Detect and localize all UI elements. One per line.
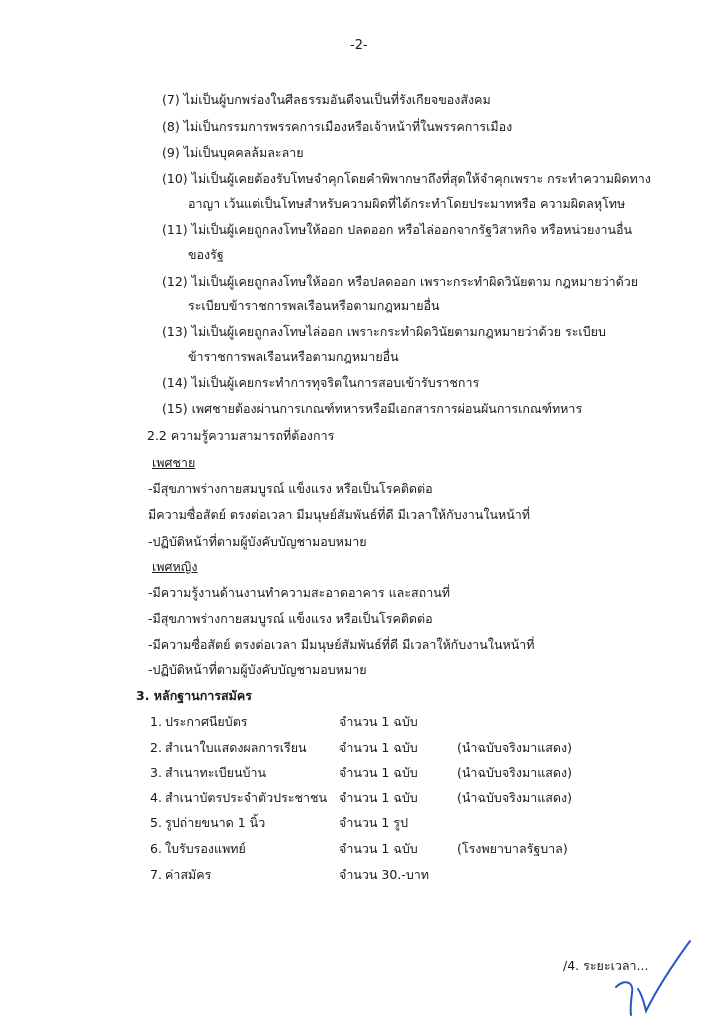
document-name: ใบรับรองแพทย์ [165,841,246,856]
document-amount: จำนวน 1 ฉบับ [339,740,418,755]
requirement-item: -ปฏิบัติหน้าที่ตามผู้บังคับบัญชามอบหมาย [148,662,367,677]
requirement-item: -มีความรู้งานด้านงานทำความสะอาดอาคาร และสถานที่ [148,585,451,600]
requirement-item: -มีความซื่อสัตย์ ตรงต่อเวลา มีมนุษย์สัมพันธ์ที่ดี มีเวลาให้กับงานในหน้าที่ [148,637,535,652]
document-name: สำเนาบัตรประจำตัวประชาชน [165,790,327,805]
document-note: (นำฉบับจริงมาแสดง) [457,790,573,805]
document-amount: จำนวน 1 ฉบับ [339,841,418,856]
document-number: 1. [150,714,162,729]
document-amount: จำนวน 1 ฉบับ [339,714,418,729]
qualification-item: (11) ไม่เป็นผู้เคยถูกลงโทษให้ออก ปลดออก หรือไล่ออกจากรัฐวิสาหกิจ หรือหน่วยงานอื่น [162,222,633,237]
qualification-item: (15) เพศชายต้องผ่านการเกณฑ์ทหารหรือมีเอกสารการผ่อนผันการเกณฑ์ทหาร [162,401,583,416]
section-heading-3: 3. หลักฐานการสมัคร [136,688,252,703]
document-number: 2. [150,740,162,755]
qualification-item: (8) ไม่เป็นกรรมการพรรคการเมืองหรือเจ้าหน้าที่ในพรรคการเมือง [162,119,513,134]
qualification-item: (12) ไม่เป็นผู้เคยถูกลงโทษให้ออก หรือปลดออก เพราะกระทำผิดวินัยตาม กฎหมายว่าด้วย [162,274,639,289]
requirement-item: -มีสุขภาพร่างกายสมบูรณ์ แข็งแรง หรือเป็นโรคติดต่อ [148,481,433,496]
requirement-item: มีความซื่อสัตย์ ตรงต่อเวลา มีมนุษย์สัมพันธ์ที่ดี มีเวลาให้กับงานในหน้าที่ [148,507,531,522]
document-number: 5. [150,815,162,830]
qualification-item: (10) ไม่เป็นผู้เคยต้องรับโทษจำคุกโดยคำพิพากษาถึงที่สุดให้จำคุกเพราะ กระทำความผิดทาง [162,171,651,186]
page-number: -2- [350,38,368,53]
document-note: (นำฉบับจริงมาแสดง) [457,740,573,755]
qualification-item: (14) ไม่เป็นผู้เคยกระทำการทุจริตในการสอบเข้ารับราชการ [162,375,480,390]
document-amount: จำนวน 1 รูป [339,815,409,830]
document-amount: จำนวน 30.-บาท [339,867,430,882]
female-subheading: เพศหญิง [152,559,198,574]
document-name: ประกาศนียบัตร [165,714,248,729]
qualification-item-continuation: ของรัฐ [188,247,224,262]
requirement-item: -มีสุขภาพร่างกายสมบูรณ์ แข็งแรง หรือเป็นโรคติดต่อ [148,611,433,626]
document-amount: จำนวน 1 ฉบับ [339,765,418,780]
document-number: 7. [150,867,162,882]
document-name: สำเนาใบแสดงผลการเรียน [165,740,307,755]
qualification-item: (9) ไม่เป็นบุคคลล้มละลาย [162,145,304,160]
qualification-item-continuation: ระเบียบข้าราชการพลเรือนหรือตามกฎหมายอื่น [188,298,440,313]
qualification-item: (13) ไม่เป็นผู้เคยถูกลงโทษไล่ออก เพราะกระทำผิดวินัยตามกฎหมายว่าด้วย ระเบียบ [162,324,606,339]
document-name: รูปถ่ายขนาด 1 นิ้ว [165,815,266,830]
requirement-item: -ปฏิบัติหน้าที่ตามผู้บังคับบัญชามอบหมาย [148,534,367,549]
document-number: 3. [150,765,162,780]
document-number: 4. [150,790,162,805]
qualification-item-continuation: ข้าราชการพลเรือนหรือตามกฎหมายอื่น [188,349,399,364]
document-name: สำเนาทะเบียนบ้าน [165,765,267,780]
document-name: ค่าสมัคร [165,867,212,882]
handwritten-signature-icon [598,935,694,1017]
document-number: 6. [150,841,162,856]
male-subheading: เพศชาย [152,455,196,470]
document-note: (นำฉบับจริงมาแสดง) [457,765,573,780]
continuation-note: /4. ระยะเวลา... [563,958,649,973]
document-note: (โรงพยาบาลรัฐบาล) [457,841,568,856]
document-amount: จำนวน 1 ฉบับ [339,790,418,805]
section-heading-2-2: 2.2 ความรู้ความสามารถที่ต้องการ [147,428,335,443]
qualification-item: (7) ไม่เป็นผู้บกพร่องในศีลธรรมอันดีจนเป็นที่รังเกียจของสังคม [162,92,491,107]
qualification-item-continuation: อาญา เว้นแต่เป็นโทษสำหรับความผิดที่ได้กระทำโดยประมาทหรือ ความผิดลหุโทษ [188,196,626,211]
